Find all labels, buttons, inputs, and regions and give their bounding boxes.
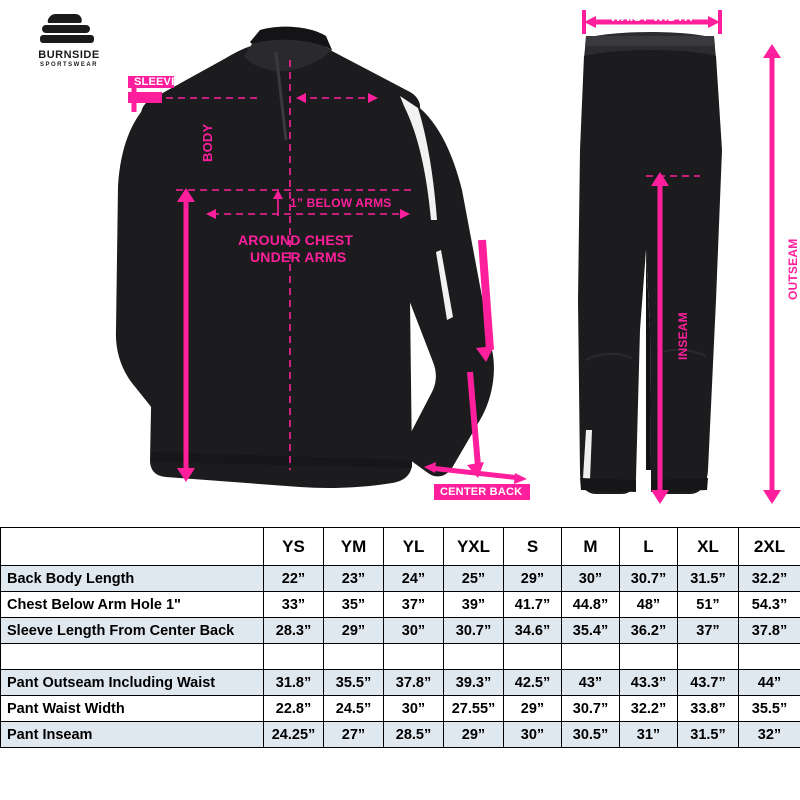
- cell: 32.2”: [620, 696, 678, 722]
- cell: 31.8”: [264, 670, 324, 696]
- cell: 22”: [264, 566, 324, 592]
- table-row: [1, 696, 800, 722]
- table-row-spacer: [1, 644, 800, 670]
- cell: 39.3”: [444, 670, 504, 696]
- cell: 33”: [264, 592, 324, 618]
- cell: 23”: [324, 566, 384, 592]
- annotation-below-arms: 1” BELOW ARMS: [290, 196, 392, 210]
- cell: 54.3”: [739, 592, 800, 618]
- annotation-outseam: OUTSEAM: [786, 238, 800, 300]
- cell: 35.4”: [562, 618, 620, 644]
- cell: 43.3”: [620, 670, 678, 696]
- cell: 30”: [384, 618, 444, 644]
- header-s: S: [504, 528, 562, 566]
- cell: 30”: [562, 566, 620, 592]
- cell: 28.5”: [384, 722, 444, 748]
- cell: 31.5”: [678, 566, 739, 592]
- cell: 36.2”: [620, 618, 678, 644]
- row-label: Pant Inseam: [1, 722, 264, 748]
- header-xl: XL: [678, 528, 739, 566]
- annotation-body: BODY: [200, 123, 215, 162]
- cell: [562, 644, 620, 670]
- pants-graphic: [578, 32, 722, 494]
- cell: [504, 644, 562, 670]
- brand-subword: SPORTSWEAR: [39, 62, 98, 68]
- table-row: [1, 618, 800, 644]
- size-chart-table: [0, 527, 800, 748]
- cell: [620, 644, 678, 670]
- cell: [444, 644, 504, 670]
- cell: 32.2”: [739, 566, 800, 592]
- cell: 44”: [739, 670, 800, 696]
- cell: 22.8”: [264, 696, 324, 722]
- cell: 29”: [444, 722, 504, 748]
- cell: 29”: [504, 566, 562, 592]
- brand-wordmark: BURNSIDE: [38, 49, 100, 61]
- cell: 29”: [324, 618, 384, 644]
- row-label: Pant Waist Width: [1, 696, 264, 722]
- cell: 35.5”: [324, 670, 384, 696]
- cell: 37”: [678, 618, 739, 644]
- row-label: Sleeve Length From Center Back: [1, 618, 264, 644]
- annotation-around-chest: AROUND CHEST: [238, 232, 354, 248]
- cell: 30.7”: [620, 566, 678, 592]
- row-label: Pant Outseam Including Waist: [1, 670, 264, 696]
- header-ys: YS: [264, 528, 324, 566]
- header-ym: YM: [324, 528, 384, 566]
- annotation-inseam: INSEAM: [676, 312, 690, 360]
- cell: 37”: [384, 592, 444, 618]
- annotation-center-back: CENTER BACK: [440, 486, 523, 498]
- row-label: Chest Below Arm Hole 1": [1, 592, 264, 618]
- cell: 37.8”: [384, 670, 444, 696]
- header-yl: YL: [384, 528, 444, 566]
- cell: 44.8”: [562, 592, 620, 618]
- cell: [384, 644, 444, 670]
- cell: 28.3”: [264, 618, 324, 644]
- cell: 30”: [384, 696, 444, 722]
- cell: 30.5”: [562, 722, 620, 748]
- cell: 27”: [324, 722, 384, 748]
- cell: 51”: [678, 592, 739, 618]
- annotation-under-arms: UNDER ARMS: [250, 249, 347, 265]
- cell: 27.55”: [444, 696, 504, 722]
- cell: [678, 644, 739, 670]
- cell: 39”: [444, 592, 504, 618]
- header-l: L: [620, 528, 678, 566]
- header-corner: [1, 528, 264, 566]
- table-header-row: [1, 528, 800, 566]
- cell: 24.25”: [264, 722, 324, 748]
- row-label: [1, 644, 264, 670]
- cell: 24”: [384, 566, 444, 592]
- cell: [739, 644, 800, 670]
- cell: 30”: [504, 722, 562, 748]
- cell: 48”: [620, 592, 678, 618]
- row-label: Back Body Length: [1, 566, 264, 592]
- cell: 32”: [739, 722, 800, 748]
- cell: 31.5”: [678, 722, 739, 748]
- cell: 30.7”: [444, 618, 504, 644]
- table-row: [1, 566, 800, 592]
- table-row: [1, 592, 800, 618]
- header-2xl: 2XL: [739, 528, 800, 566]
- cell: 35.5”: [739, 696, 800, 722]
- cell: 29”: [504, 696, 562, 722]
- cell: 31”: [620, 722, 678, 748]
- table-row: [1, 722, 800, 748]
- cell: 35”: [324, 592, 384, 618]
- cell: 41.7”: [504, 592, 562, 618]
- cell: 25”: [444, 566, 504, 592]
- cell: 24.5”: [324, 696, 384, 722]
- annotation-waist-width: WAIST WIDTH: [610, 10, 693, 24]
- cell: 43.7”: [678, 670, 739, 696]
- annotation-sleeve: SLEEVE: [134, 76, 179, 88]
- cell: 33.8”: [678, 696, 739, 722]
- cell: 30.7”: [562, 696, 620, 722]
- table-row: [1, 670, 800, 696]
- cell: 34.6”: [504, 618, 562, 644]
- cell: [324, 644, 384, 670]
- cell: 43”: [562, 670, 620, 696]
- cell: 37.8”: [739, 618, 800, 644]
- cell: [264, 644, 324, 670]
- cell: 42.5”: [504, 670, 562, 696]
- header-m: M: [562, 528, 620, 566]
- header-yxl: YXL: [444, 528, 504, 566]
